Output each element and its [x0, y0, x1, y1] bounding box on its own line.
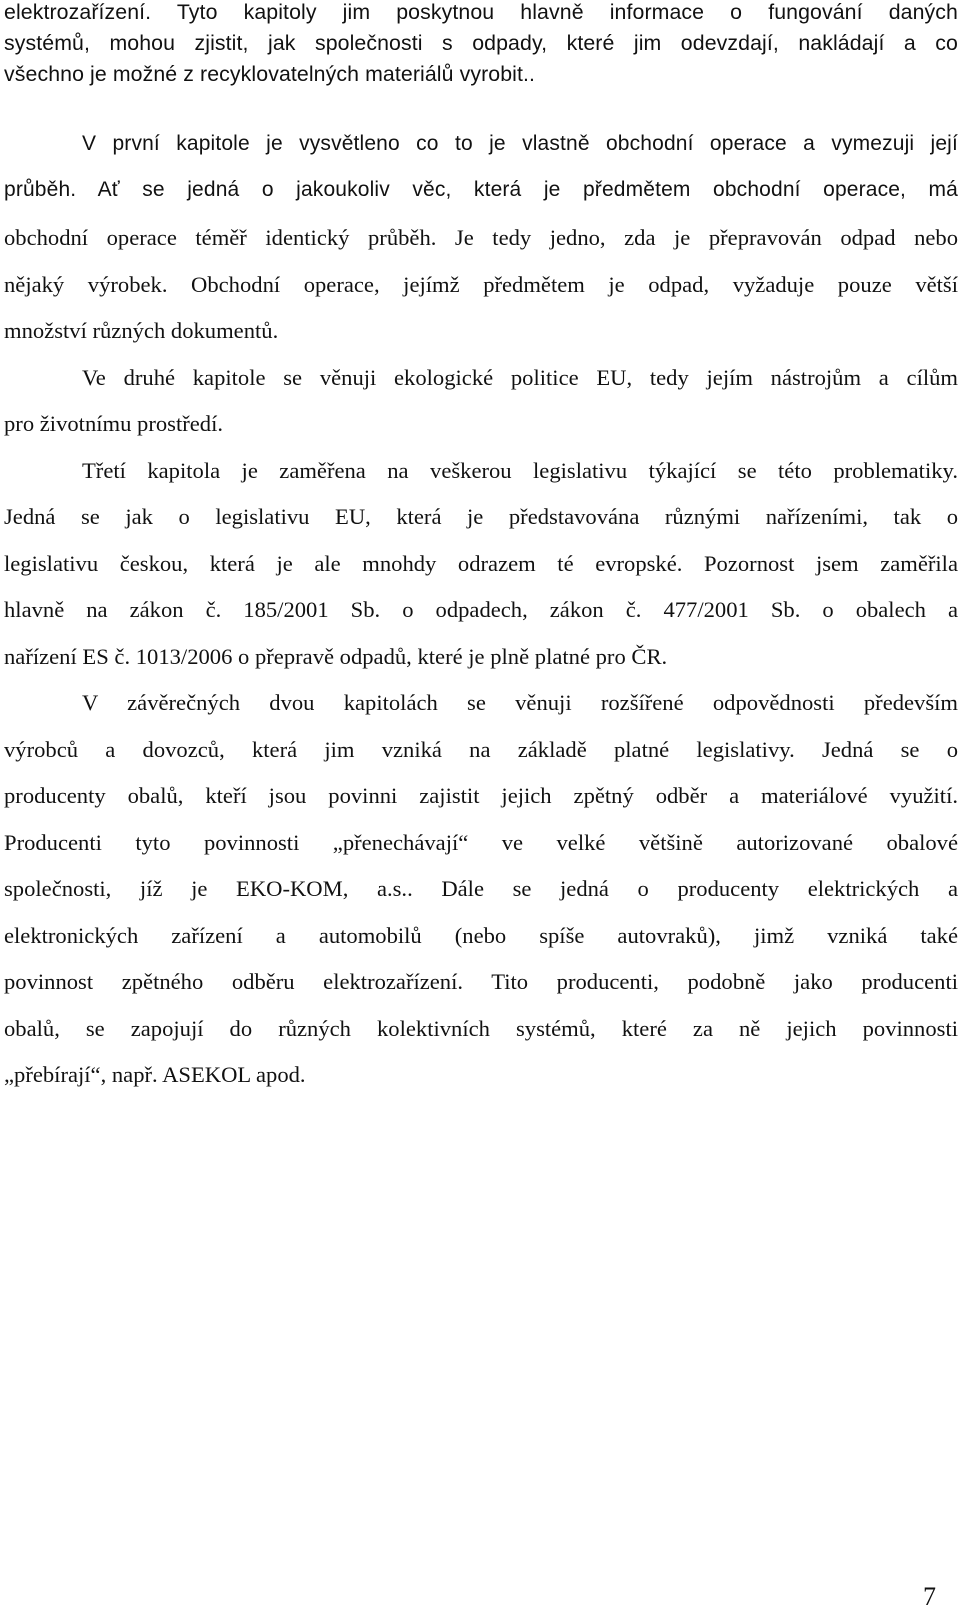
text-line: legislativu českou, která je ale mnohdy odrazem té evropské. Pozornost jsem zaměřila	[4, 550, 958, 576]
text-line: Producenti tyto povinnosti „přenechávají“ ve velké většině autorizované obalové	[4, 829, 958, 855]
text-line: povinnost zpětného odběru elektrozařízení. Tito producenti, podobně jako producenti	[4, 969, 958, 994]
text-line: „přebírají“, např. ASEKOL apod.	[4, 1062, 306, 1087]
text-line: V závěrečných dvou kapitolách se věnuji rozšířené odpovědnosti především	[82, 690, 958, 715]
chapter-one-paragraph	[4, 167, 958, 213]
text-line: Ve druhé kapitole se věnuji ekologické politice EU, tedy jejím nástrojům a cílům	[82, 364, 958, 390]
text-line: Jedná se jak o legislativu EU, která je představována různými nařízeními, tak o	[4, 504, 958, 529]
text-line: hlavně na zákon č. 185/2001 Sb. o odpadech, zákon č. 477/2001 Sb. o obalech a	[4, 597, 958, 622]
text-line: obchodní operace téměř identický průběh. Je tedy jedno, zda je přepravován odpad nebo	[4, 225, 958, 250]
page-number: 7	[923, 1582, 936, 1611]
text-line: V první kapitole je vysvětleno co to je vlastně obchodní operace a vymezuji její	[82, 132, 958, 155]
main-paragraphs	[4, 215, 958, 1099]
chapter-one-intro	[4, 121, 958, 167]
intro-paragraph	[4, 0, 958, 90]
text-line: výrobců a dovozců, která jim vzniká na základě platné legislativy. Jedná se o	[4, 736, 958, 762]
text-line: nějaký výrobek. Obchodní operace, jejímž předmětem je odpad, vyžaduje pouze větší	[4, 271, 958, 297]
text-line: systémů, mohou zjistit, jak společnosti s odpady, které jim odevzdají, nakládají a co	[4, 31, 958, 55]
text-line: množství různých dokumentů.	[4, 318, 279, 343]
text-line: elektrozařízení. Tyto kapitoly jim poskytnou hlavně informace o fungování daných	[4, 0, 958, 24]
text-line: průběh. Ať se jedná o jakoukoliv věc, která je předmětem obchodní operace, má	[4, 178, 958, 201]
text-line: producenty obalů, kteří jsou povinni zajistit jejich zpětný odběr a materiálové využití.	[4, 783, 958, 808]
text-line: všechno je možné z recyklovatelných materiálů vyrobit..	[4, 62, 536, 86]
text-line: nařízení ES č. 1013/2006 o přepravě odpadů, které je plně platné pro ČR.	[4, 643, 668, 669]
text-line: pro životnímu prostředí.	[4, 411, 223, 436]
text-line: Třetí kapitola je zaměřena na veškerou legislativu týkající se této problematiky.	[82, 457, 958, 483]
text-line: obalů, se zapojují do různých kolektivních systémů, které za ně jejich povinnosti	[4, 1015, 958, 1041]
text-line: elektronických zařízení a automobilů (nebo spíše autovraků), jimž vzniká také	[4, 922, 958, 948]
text-line: společnosti, jíž je EKO-KOM, a.s.. Dále se jedná o producenty elektrických a	[4, 876, 958, 901]
